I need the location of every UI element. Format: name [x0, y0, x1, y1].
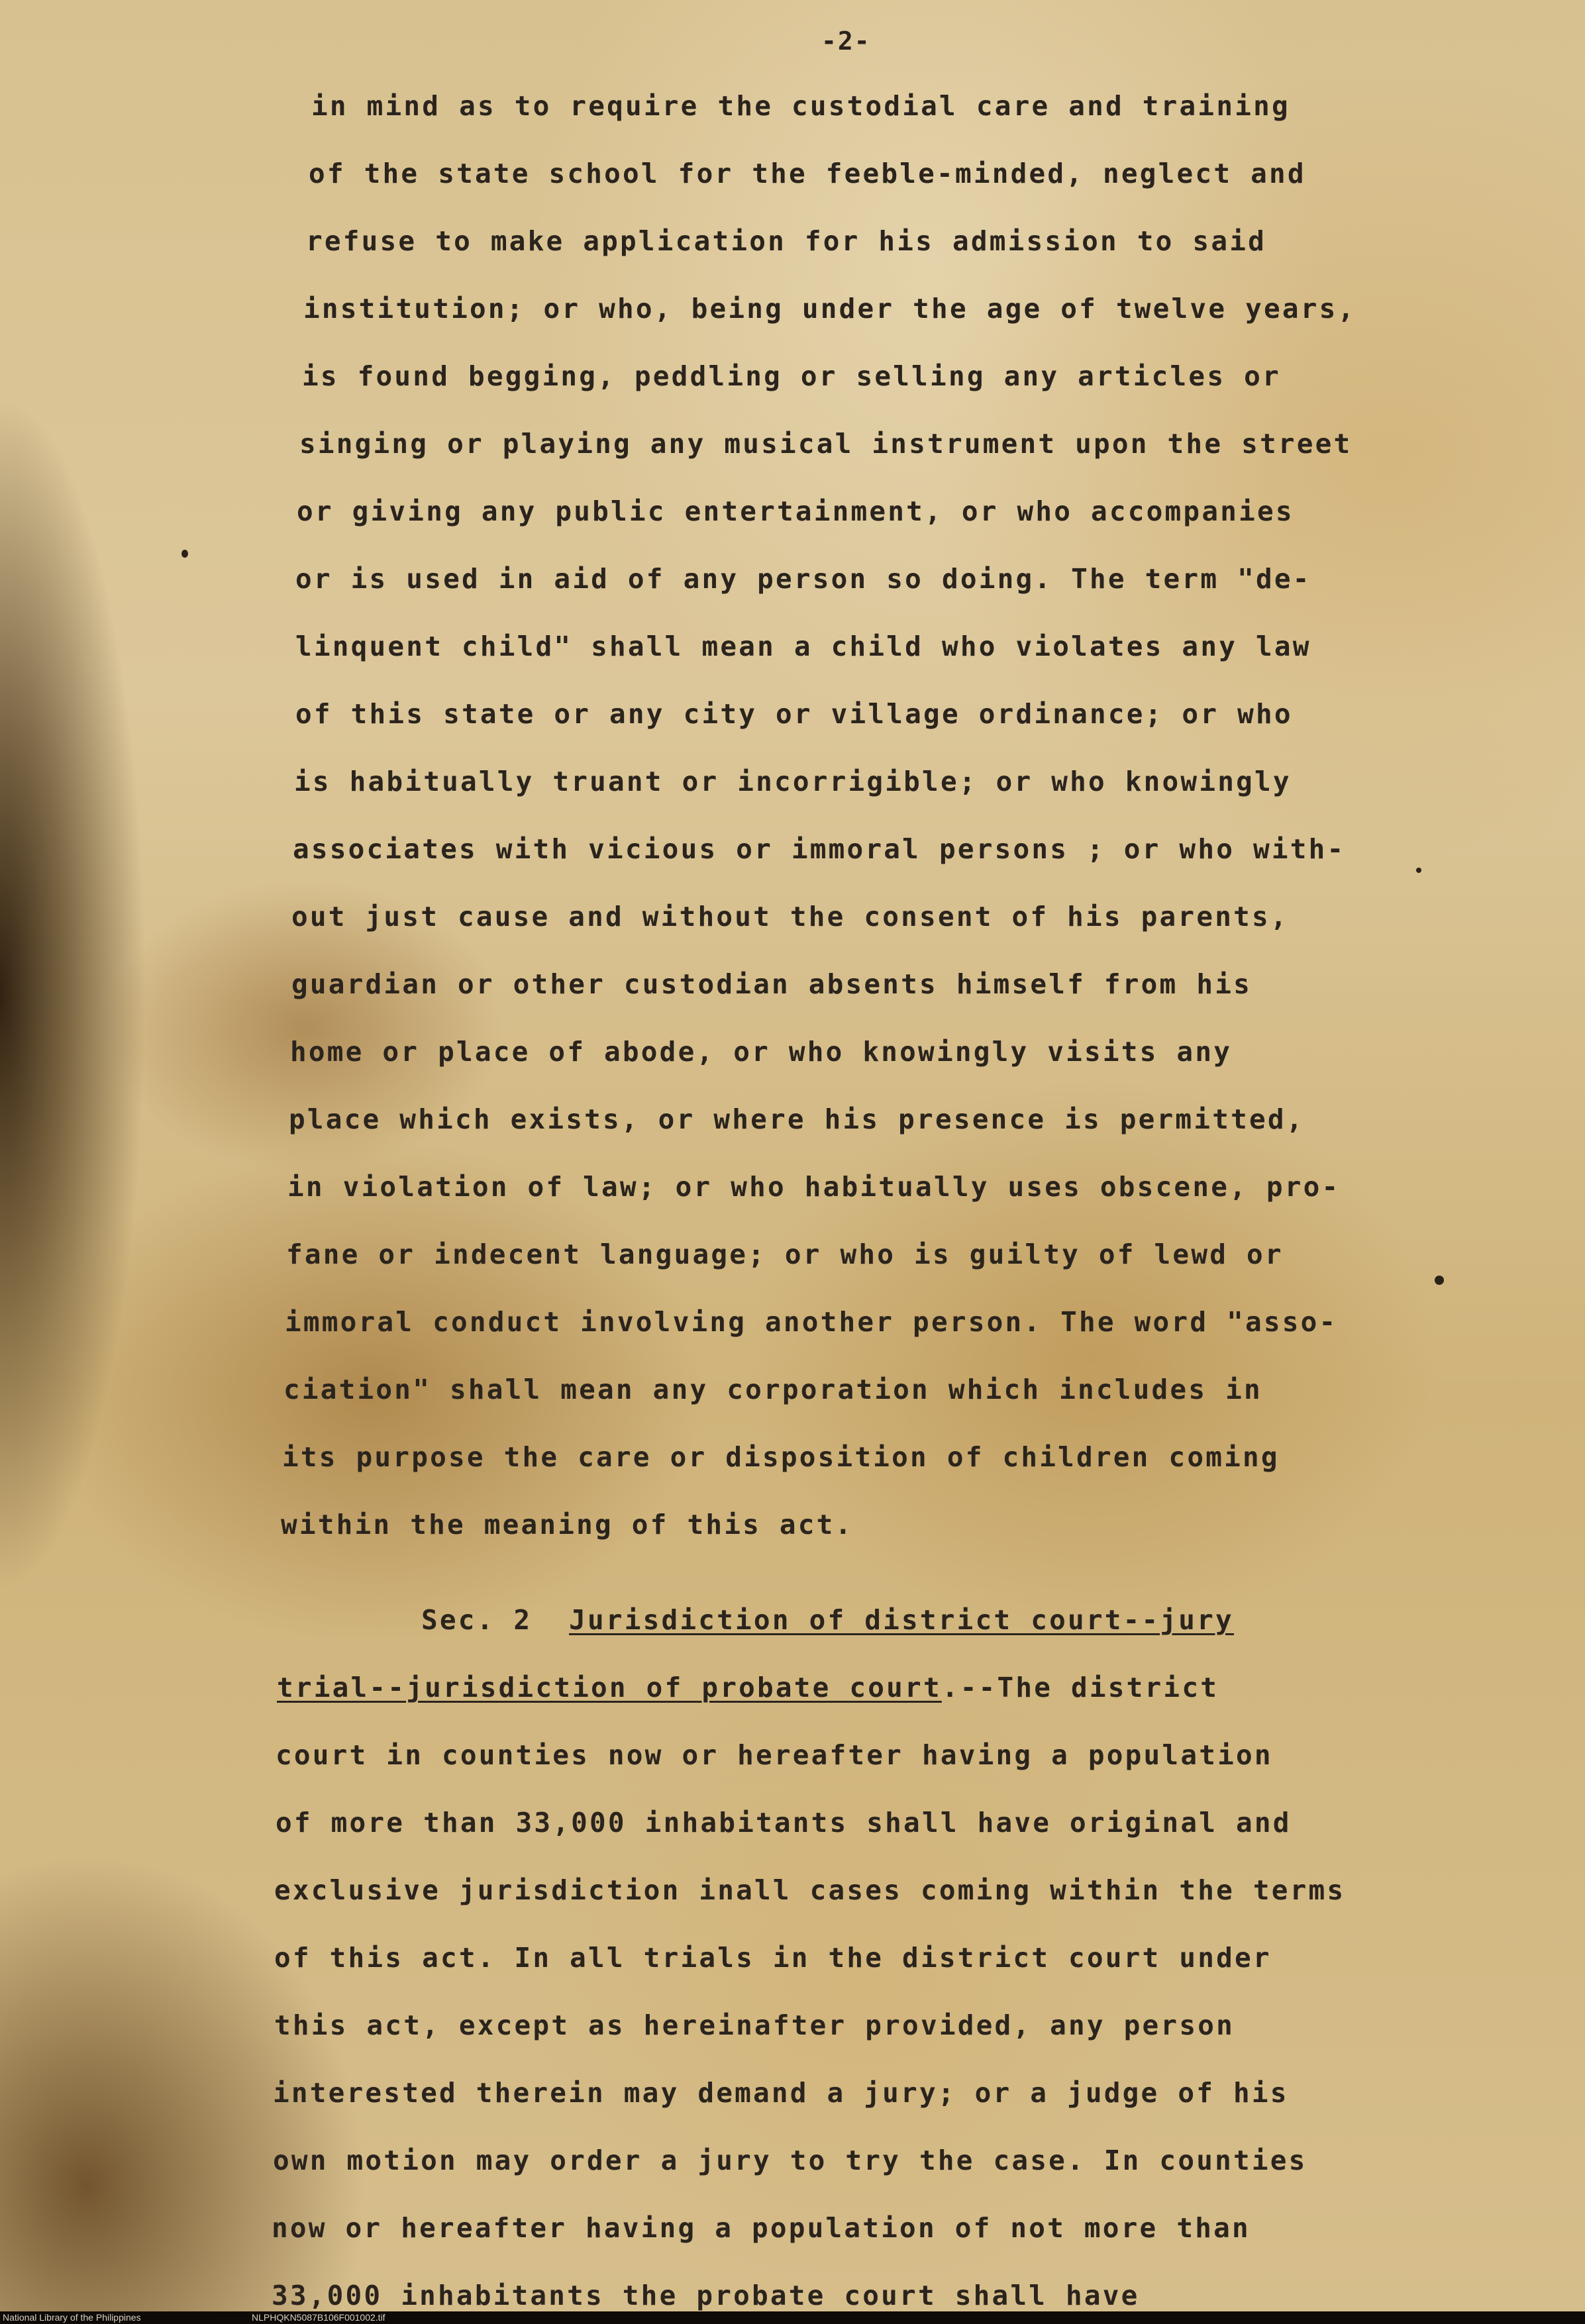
section-2-heading-line	[277, 1671, 1219, 1704]
text-line: in mind as to require the custodial care and training	[311, 90, 1290, 122]
text-line: or giving any public entertainment, or who accompanies	[297, 495, 1294, 527]
text-line: associates with vicious or immoral persons ; or who with-	[293, 833, 1346, 865]
text-line: interested therein may demand a jury; or a judge of his	[273, 2077, 1289, 2109]
text-line: home or place of abode, or who knowingly visits any	[290, 1036, 1233, 1068]
section-heading-tail: .--The district	[941, 1672, 1219, 1703]
section-2-heading-line	[421, 1603, 1234, 1637]
text-line: now or hereafter having a population of not more than	[272, 2212, 1251, 2244]
text-line: singing or playing any musical instrument upon the street	[299, 428, 1353, 460]
section-heading-part2: trial--jurisdiction of probate court	[277, 1672, 942, 1703]
ink-speck	[1435, 1276, 1444, 1285]
text-line: is habitually truant or incorrigible; or who knowingly	[294, 766, 1292, 797]
section-heading-part1: Jurisdiction of district court--jury	[569, 1604, 1234, 1636]
text-line: of this act. In all trials in the district court under	[274, 1942, 1272, 1974]
text-line: own motion may order a jury to try the case. In counties	[273, 2145, 1307, 2176]
scan-footer	[0, 2311, 1585, 2324]
text-line: linquent child" shall mean a child who violates any law	[295, 631, 1311, 662]
text-line: of more than 33,000 inhabitants shall have original and	[276, 1807, 1292, 1839]
text-line: place which exists, or where his presence is permitted,	[289, 1103, 1305, 1135]
text-line: fane or indecent language; or who is guilty of lewd or	[286, 1238, 1284, 1270]
text-line: ciation" shall mean any corporation which includes in	[283, 1374, 1262, 1405]
text-line: exclusive jurisdiction inall cases coming within the terms	[274, 1874, 1346, 1906]
text-line: immoral conduct involving another person. The word "asso-	[285, 1306, 1338, 1338]
page-number: -2-	[821, 26, 871, 56]
text-line: guardian or other custodian absents himself from his	[291, 968, 1252, 1000]
text-line: is found begging, peddling or selling any articles or	[302, 360, 1281, 392]
section-label: Sec. 2	[421, 1604, 533, 1636]
footer-library: National Library of the Philippines	[3, 2312, 141, 2323]
text-line: or is used in aid of any person so doing. The term "de-	[295, 563, 1311, 595]
text-line: refuse to make application for his admission to said	[306, 225, 1266, 257]
text-line: court in counties now or hereafter having a population	[276, 1739, 1273, 1771]
text-line: 33,000 inhabitants the probate court shall have	[272, 2280, 1140, 2311]
text-line: of the state school for the feeble-minded, neglect and	[309, 158, 1306, 189]
text-line: institution; or who, being under the age of twelve years,	[303, 293, 1356, 325]
text-line: of this state or any city or village ordinance; or who	[295, 698, 1293, 730]
ink-speck	[181, 550, 188, 558]
text-line: within the meaning of this act.	[281, 1509, 854, 1541]
text-line: out just cause and without the consent of his parents,	[291, 901, 1289, 933]
text-line: its purpose the care or disposition of children coming	[282, 1441, 1280, 1473]
text-line: this act, except as hereinafter provided, any person	[274, 2009, 1235, 2041]
ink-speck	[1416, 868, 1421, 873]
text-line: in violation of law; or who habitually uses obscene, pro-	[287, 1171, 1341, 1203]
footer-file: NLPHQKN5087B106F001002.tif	[252, 2312, 385, 2323]
